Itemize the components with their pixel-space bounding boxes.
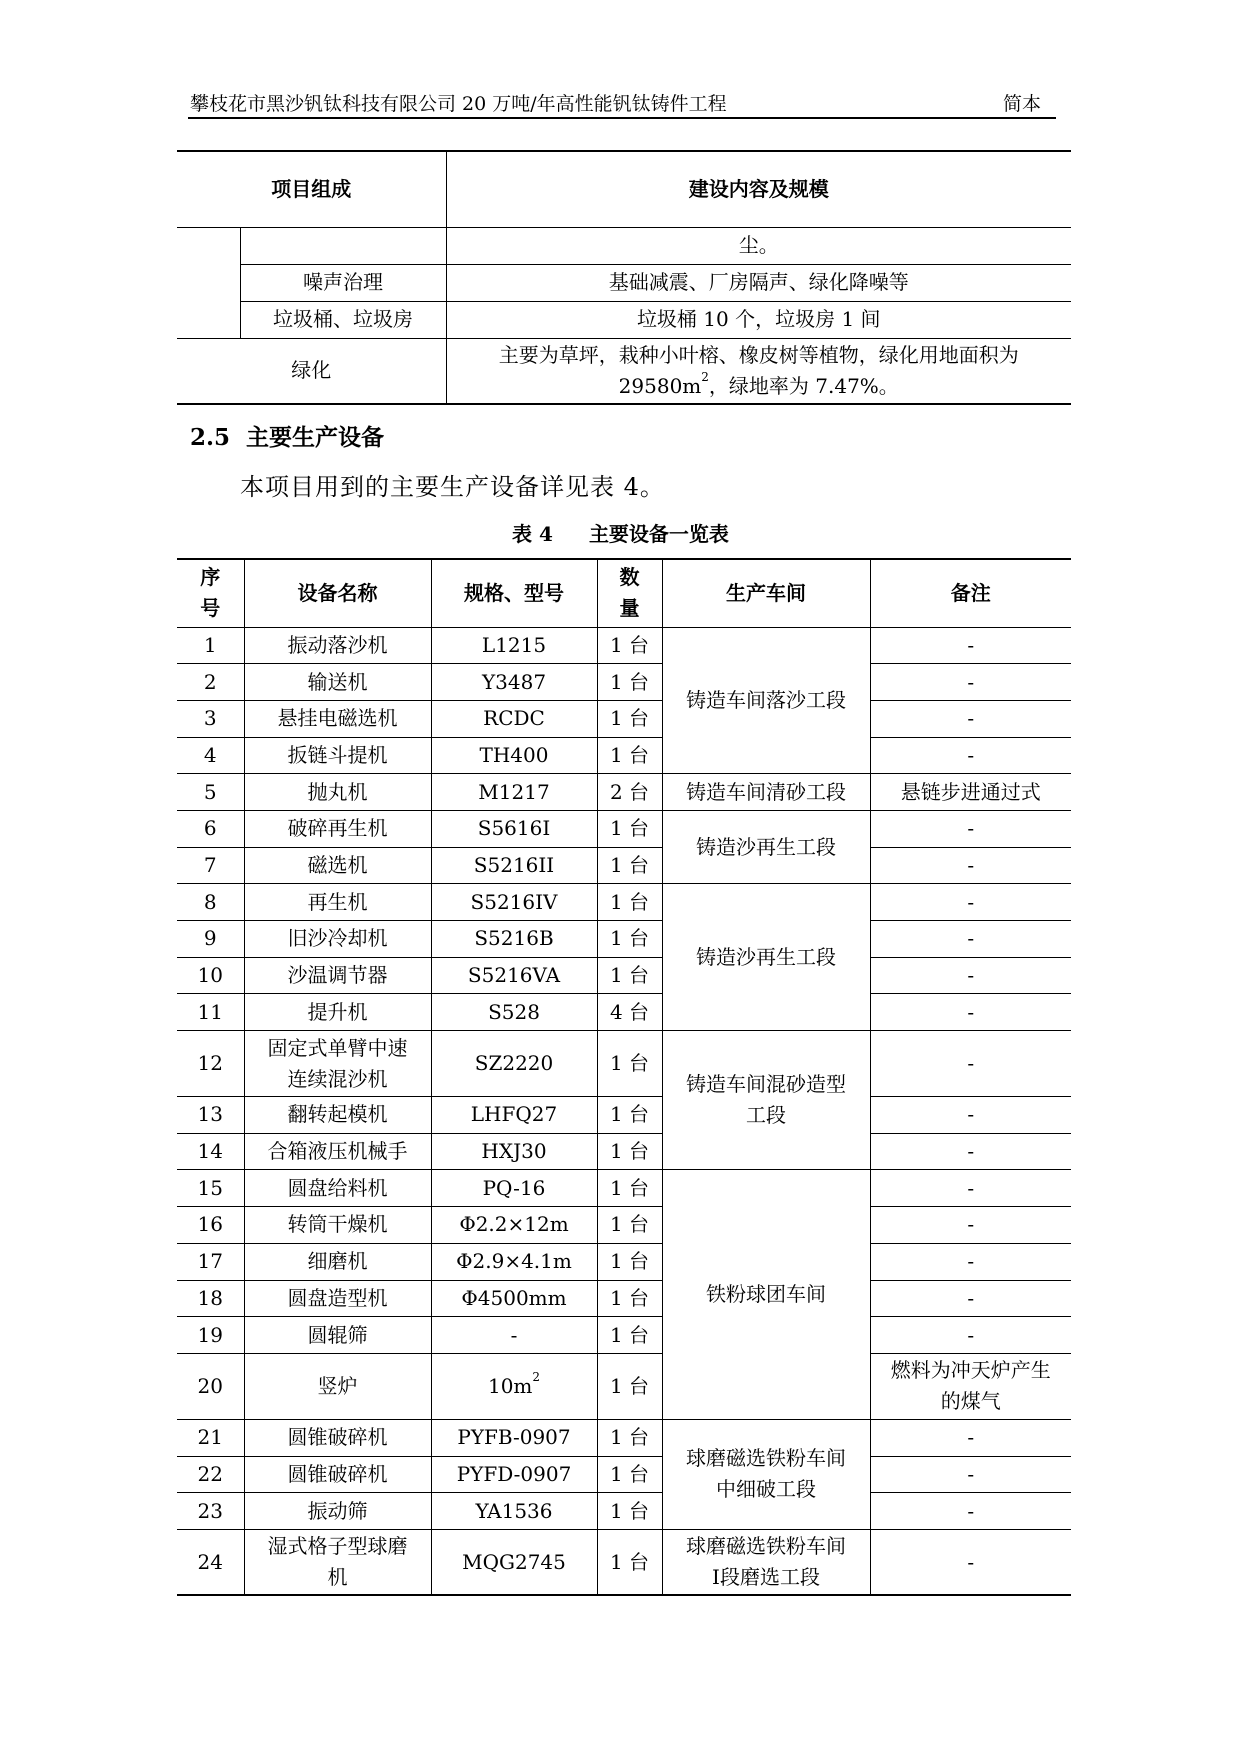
- item-cell: 垃圾桶、垃圾房: [240, 301, 446, 338]
- table-row: [177, 1493, 1071, 1530]
- seq-cell: 17: [177, 1243, 244, 1280]
- header-cell: 序 号: [177, 559, 244, 627]
- name-cell: 圆盘给料机: [244, 1170, 431, 1207]
- seq-cell: 4: [177, 737, 244, 774]
- workshop-cell: 铸造车间清砂工段: [662, 774, 870, 811]
- header-cell: 数 量: [597, 559, 662, 627]
- superscript: 2: [532, 1369, 541, 1384]
- content-cell: 尘。: [446, 227, 1071, 264]
- qty-cell: 1 台: [597, 957, 662, 994]
- name-cell: 固定式单臂中速 连续混沙机: [244, 1031, 431, 1097]
- table-row: [177, 1243, 1071, 1280]
- note-cell: -: [870, 884, 1071, 921]
- header-cell: 项目组成: [177, 151, 446, 227]
- header-cell: 生产车间: [662, 559, 870, 627]
- table-row: [177, 921, 1071, 958]
- note-cell: -: [870, 1280, 1071, 1317]
- table-row: [177, 338, 1071, 404]
- qty-cell: 1 台: [597, 1031, 662, 1097]
- name-cell: 竖炉: [244, 1353, 431, 1419]
- qty-cell: 1 台: [597, 847, 662, 884]
- spec-cell: S5216II: [431, 847, 597, 884]
- spec-cell: -: [431, 1317, 597, 1354]
- section-heading: [190, 419, 384, 452]
- table-row: [177, 1529, 1071, 1595]
- content-line: 主要为草坪，栽种小叶榕、橡皮树等植物，绿化用地面积为: [498, 342, 1019, 367]
- seq-cell: 10: [177, 957, 244, 994]
- note-cell: -: [870, 1243, 1071, 1280]
- content-cell: 垃圾桶 10 个，垃圾房 1 间: [446, 301, 1071, 338]
- item-cell: 噪声治理: [240, 264, 446, 301]
- name-cell: 输送机: [244, 664, 431, 701]
- name-cell: 破碎再生机: [244, 810, 431, 847]
- table-header-row: [177, 559, 1071, 627]
- spec-cell: LHFQ27: [431, 1097, 597, 1134]
- qty-cell: 1 台: [597, 921, 662, 958]
- spec-cell: S5616I: [431, 810, 597, 847]
- note-cell: -: [870, 627, 1071, 664]
- qty-cell: 1 台: [597, 737, 662, 774]
- seq-cell: 12: [177, 1031, 244, 1097]
- name-cell: 合箱液压机械手: [244, 1133, 431, 1170]
- spec-cell: Φ2.9×4.1m: [431, 1243, 597, 1280]
- workshop-cell: 球磨磁选铁粉车间 Ⅰ段磨选工段: [662, 1529, 870, 1595]
- qty-cell: 1 台: [597, 664, 662, 701]
- seq-cell: 16: [177, 1207, 244, 1244]
- qty-cell: 1 台: [597, 1456, 662, 1493]
- qty-cell: 1 台: [597, 1097, 662, 1134]
- name-cell: 旧沙冷却机: [244, 921, 431, 958]
- table-header-row: [177, 151, 1071, 227]
- workshop-cell: 铸造车间混砂造型 工段: [662, 1031, 870, 1170]
- note-cell: -: [870, 1317, 1071, 1354]
- spec-cell: RCDC: [431, 700, 597, 737]
- header-cell: 规格、型号: [431, 559, 597, 627]
- name-cell: 抛丸机: [244, 774, 431, 811]
- spec-cell: S528: [431, 994, 597, 1031]
- seq-cell: 7: [177, 847, 244, 884]
- qty-cell: 1 台: [597, 1170, 662, 1207]
- qty-cell: 1 台: [597, 1317, 662, 1354]
- table-row: [177, 1097, 1071, 1134]
- qty-cell: 1 台: [597, 627, 662, 664]
- seq-cell: 5: [177, 774, 244, 811]
- caption-title: 主要设备一览表: [588, 522, 729, 546]
- note-cell: -: [870, 1529, 1071, 1595]
- project-composition-table: [177, 150, 1071, 405]
- workshop-cell: 铸造沙再生工段: [662, 810, 870, 883]
- note-cell: -: [870, 664, 1071, 701]
- table-row: [177, 1353, 1071, 1419]
- seq-cell: 15: [177, 1170, 244, 1207]
- spec-cell: YA1536: [431, 1493, 597, 1530]
- seq-cell: 23: [177, 1493, 244, 1530]
- section-number: 2.5: [190, 424, 231, 451]
- table-row: [177, 994, 1071, 1031]
- name-cell: 扳链斗提机: [244, 737, 431, 774]
- table-row: [177, 1170, 1071, 1207]
- header-rule: [188, 117, 1056, 119]
- note-cell: -: [870, 847, 1071, 884]
- seq-cell: 9: [177, 921, 244, 958]
- name-cell: 悬挂电磁选机: [244, 700, 431, 737]
- name-cell: 振动筛: [244, 1493, 431, 1530]
- workshop-cell: 铸造车间落沙工段: [662, 627, 870, 774]
- qty-cell: 1 台: [597, 1353, 662, 1419]
- table-row: [177, 737, 1071, 774]
- content-cell: 基础减震、厂房隔声、绿化降噪等: [446, 264, 1071, 301]
- item-cell: 绿化: [177, 338, 446, 404]
- table-row: [177, 1419, 1071, 1456]
- name-cell: 振动落沙机: [244, 627, 431, 664]
- table-row: [177, 774, 1071, 811]
- name-cell: 圆辊筛: [244, 1317, 431, 1354]
- seq-cell: 2: [177, 664, 244, 701]
- table-row: [177, 700, 1071, 737]
- qty-cell: 1 台: [597, 884, 662, 921]
- spec-cell: HXJ30: [431, 1133, 597, 1170]
- table-row: [177, 957, 1071, 994]
- qty-cell: 1 台: [597, 1493, 662, 1530]
- seq-cell: 22: [177, 1456, 244, 1493]
- table-caption: [0, 518, 1241, 547]
- name-cell: 湿式格子型球磨 机: [244, 1529, 431, 1595]
- note-cell: -: [870, 957, 1071, 994]
- table-row: [177, 301, 1071, 338]
- spec-cell: S5216IV: [431, 884, 597, 921]
- spec-cell: MQG2745: [431, 1529, 597, 1595]
- name-cell: 再生机: [244, 884, 431, 921]
- name-cell: 细磨机: [244, 1243, 431, 1280]
- table-row: [177, 627, 1071, 664]
- section-title: 主要生产设备: [246, 424, 385, 451]
- caption-label: 表 4: [512, 522, 553, 546]
- superscript: 2: [701, 369, 709, 384]
- workshop-cell: 球磨磁选铁粉车间 中细破工段: [662, 1419, 870, 1529]
- table-row: [177, 264, 1071, 301]
- item-cell: [240, 227, 446, 264]
- name-cell: 磁选机: [244, 847, 431, 884]
- name-cell: 圆盘造型机: [244, 1280, 431, 1317]
- running-header-title: 攀枝花市黑沙钒钛科技有限公司 20 万吨/年高性能钒钛铸件工程: [190, 93, 727, 115]
- qty-cell: 1 台: [597, 1529, 662, 1595]
- seq-cell: 19: [177, 1317, 244, 1354]
- spec-cell: Y3487: [431, 664, 597, 701]
- spec-cell: Φ2.2×12m: [431, 1207, 597, 1244]
- note-cell: -: [870, 994, 1071, 1031]
- qty-cell: 1 台: [597, 1280, 662, 1317]
- spec-cell: M1217: [431, 774, 597, 811]
- name-cell: 翻转起模机: [244, 1097, 431, 1134]
- spec-cell: $10m^2$: [431, 1353, 597, 1419]
- seq-cell: 18: [177, 1280, 244, 1317]
- table-row: [177, 847, 1071, 884]
- note-cell: -: [870, 1207, 1071, 1244]
- equipment-table: [177, 558, 1071, 1596]
- content-line: ，绿地率为 7.47%。: [708, 373, 899, 398]
- header-cell: 设备名称: [244, 559, 431, 627]
- note-cell: -: [870, 1493, 1071, 1530]
- table-row: [177, 1317, 1071, 1354]
- seq-cell: 14: [177, 1133, 244, 1170]
- spec-cell: PYFD-0907: [431, 1456, 597, 1493]
- seq-cell: 21: [177, 1419, 244, 1456]
- table-row: [177, 1031, 1071, 1097]
- spec-cell: Φ4500mm: [431, 1280, 597, 1317]
- name-cell: 圆锥破碎机: [244, 1456, 431, 1493]
- table-row: [177, 227, 1071, 264]
- table-row: [177, 1456, 1071, 1493]
- note-cell: 燃料为冲天炉产生 的煤气: [870, 1353, 1071, 1419]
- spec-cell: S5216B: [431, 921, 597, 958]
- table-row: [177, 664, 1071, 701]
- note-cell: -: [870, 810, 1071, 847]
- header-cell: 建设内容及规模: [446, 151, 1071, 227]
- running-header-tag: 简本: [1002, 93, 1041, 115]
- note-cell: -: [870, 1031, 1071, 1097]
- note-cell: -: [870, 1456, 1071, 1493]
- spec-cell: S5216VA: [431, 957, 597, 994]
- table-row: [177, 1280, 1071, 1317]
- seq-cell: 11: [177, 994, 244, 1031]
- body-paragraph: 本项目用到的主要生产设备详见表 4。: [240, 473, 665, 501]
- qty-cell: 1 台: [597, 1133, 662, 1170]
- content-line: 29580m: [618, 373, 702, 398]
- name-cell: 沙温调节器: [244, 957, 431, 994]
- qty-cell: 4 台: [597, 994, 662, 1031]
- spec-cell: TH400: [431, 737, 597, 774]
- workshop-cell: 铸造沙再生工段: [662, 884, 870, 1031]
- spec-cell: SZ2220: [431, 1031, 597, 1097]
- note-cell: -: [870, 700, 1071, 737]
- table-row: [177, 1133, 1071, 1170]
- header-cell: 备注: [870, 559, 1071, 627]
- seq-cell: 6: [177, 810, 244, 847]
- note-cell: -: [870, 1133, 1071, 1170]
- group-cell: [177, 227, 240, 338]
- qty-cell: 1 台: [597, 1419, 662, 1456]
- name-cell: 提升机: [244, 994, 431, 1031]
- note-cell: -: [870, 1170, 1071, 1207]
- seq-cell: 20: [177, 1353, 244, 1419]
- spec-cell: L1215: [431, 627, 597, 664]
- qty-cell: 2 台: [597, 774, 662, 811]
- spec-cell: PQ-16: [431, 1170, 597, 1207]
- qty-cell: 1 台: [597, 700, 662, 737]
- qty-cell: 1 台: [597, 810, 662, 847]
- name-cell: 转筒干燥机: [244, 1207, 431, 1244]
- note-cell: -: [870, 737, 1071, 774]
- note-cell: -: [870, 921, 1071, 958]
- table-row: [177, 1207, 1071, 1244]
- qty-cell: 1 台: [597, 1207, 662, 1244]
- note-cell: 悬链步进通过式: [870, 774, 1071, 811]
- spec-cell: PYFB-0907: [431, 1419, 597, 1456]
- qty-cell: 1 台: [597, 1243, 662, 1280]
- table-row: [177, 810, 1071, 847]
- note-cell: -: [870, 1097, 1071, 1134]
- seq-cell: 8: [177, 884, 244, 921]
- name-cell: 圆锥破碎机: [244, 1419, 431, 1456]
- workshop-cell: 铁粉球团车间: [662, 1170, 870, 1419]
- content-cell: [446, 338, 1071, 404]
- seq-cell: 13: [177, 1097, 244, 1134]
- table-row: [177, 884, 1071, 921]
- seq-cell: 1: [177, 627, 244, 664]
- seq-cell: 3: [177, 700, 244, 737]
- note-cell: -: [870, 1419, 1071, 1456]
- seq-cell: 24: [177, 1529, 244, 1595]
